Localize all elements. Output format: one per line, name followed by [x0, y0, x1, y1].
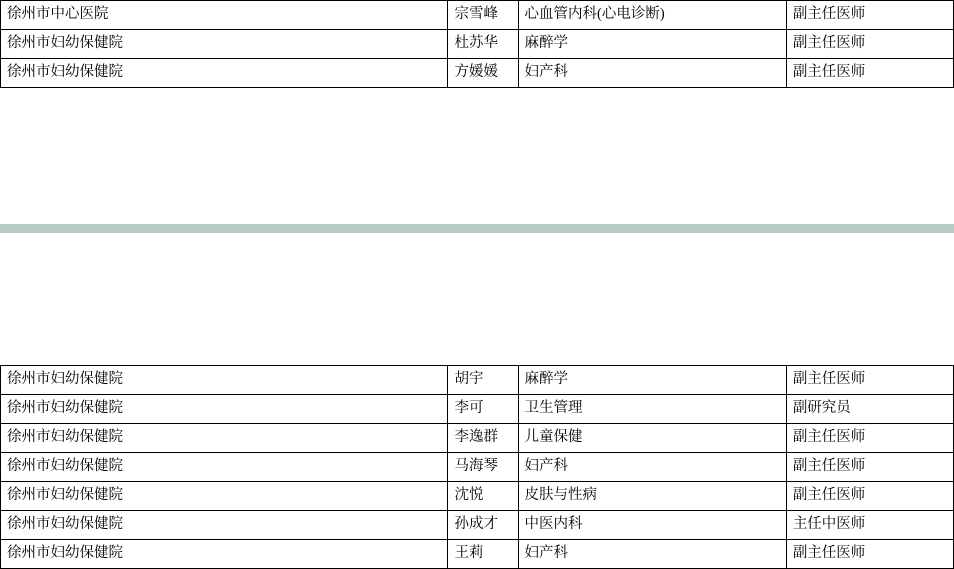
cell-name: 宗雪峰: [448, 1, 518, 30]
page-break-divider: [0, 224, 954, 233]
cell-specialty: 麻醉学: [518, 366, 786, 395]
personnel-table-top: [0, 0, 954, 88]
cell-name: 王莉: [448, 540, 518, 569]
table-row: [1, 424, 954, 453]
cell-name: 李可: [448, 395, 518, 424]
table-row: [1, 59, 954, 88]
cell-hospital: 徐州市妇幼保健院: [1, 540, 448, 569]
cell-specialty: 妇产科: [518, 453, 786, 482]
cell-title: 副主任医师: [786, 540, 953, 569]
table-row: [1, 30, 954, 59]
table-row: [1, 482, 954, 511]
cell-hospital: 徐州市妇幼保健院: [1, 30, 448, 59]
cell-hospital: 徐州市中心医院: [1, 1, 448, 30]
table-row: [1, 453, 954, 482]
cell-title: 副主任医师: [786, 453, 953, 482]
cell-specialty: 心血管内科(心电诊断): [518, 1, 786, 30]
table-row: [1, 540, 954, 569]
cell-title: 副主任医师: [786, 482, 953, 511]
table-row: [1, 395, 954, 424]
cell-specialty: 卫生管理: [518, 395, 786, 424]
cell-name: 杜苏华: [448, 30, 518, 59]
cell-name: 孙成才: [448, 511, 518, 540]
cell-name: 胡宇: [448, 366, 518, 395]
cell-specialty: 皮肤与性病: [518, 482, 786, 511]
cell-title: 副主任医师: [786, 30, 953, 59]
cell-hospital: 徐州市妇幼保健院: [1, 424, 448, 453]
cell-hospital: 徐州市妇幼保健院: [1, 366, 448, 395]
cell-specialty: 儿童保健: [518, 424, 786, 453]
cell-title: 主任中医师: [786, 511, 953, 540]
cell-specialty: 妇产科: [518, 59, 786, 88]
cell-hospital: 徐州市妇幼保健院: [1, 482, 448, 511]
cell-title: 副研究员: [786, 395, 953, 424]
cell-title: 副主任医师: [786, 424, 953, 453]
cell-specialty: 妇产科: [518, 540, 786, 569]
cell-name: 李逸群: [448, 424, 518, 453]
cell-name: 马海琴: [448, 453, 518, 482]
table-row: [1, 366, 954, 395]
cell-title: 副主任医师: [786, 366, 953, 395]
cell-hospital: 徐州市妇幼保健院: [1, 453, 448, 482]
personnel-table-bottom: [0, 365, 954, 569]
cell-specialty: 中医内科: [518, 511, 786, 540]
table-row: [1, 511, 954, 540]
cell-name: 沈悦: [448, 482, 518, 511]
cell-hospital: 徐州市妇幼保健院: [1, 395, 448, 424]
cell-hospital: 徐州市妇幼保健院: [1, 511, 448, 540]
cell-name: 方媛媛: [448, 59, 518, 88]
table-row: [1, 1, 954, 30]
cell-title: 副主任医师: [786, 1, 953, 30]
cell-specialty: 麻醉学: [518, 30, 786, 59]
cell-title: 副主任医师: [786, 59, 953, 88]
cell-hospital: 徐州市妇幼保健院: [1, 59, 448, 88]
